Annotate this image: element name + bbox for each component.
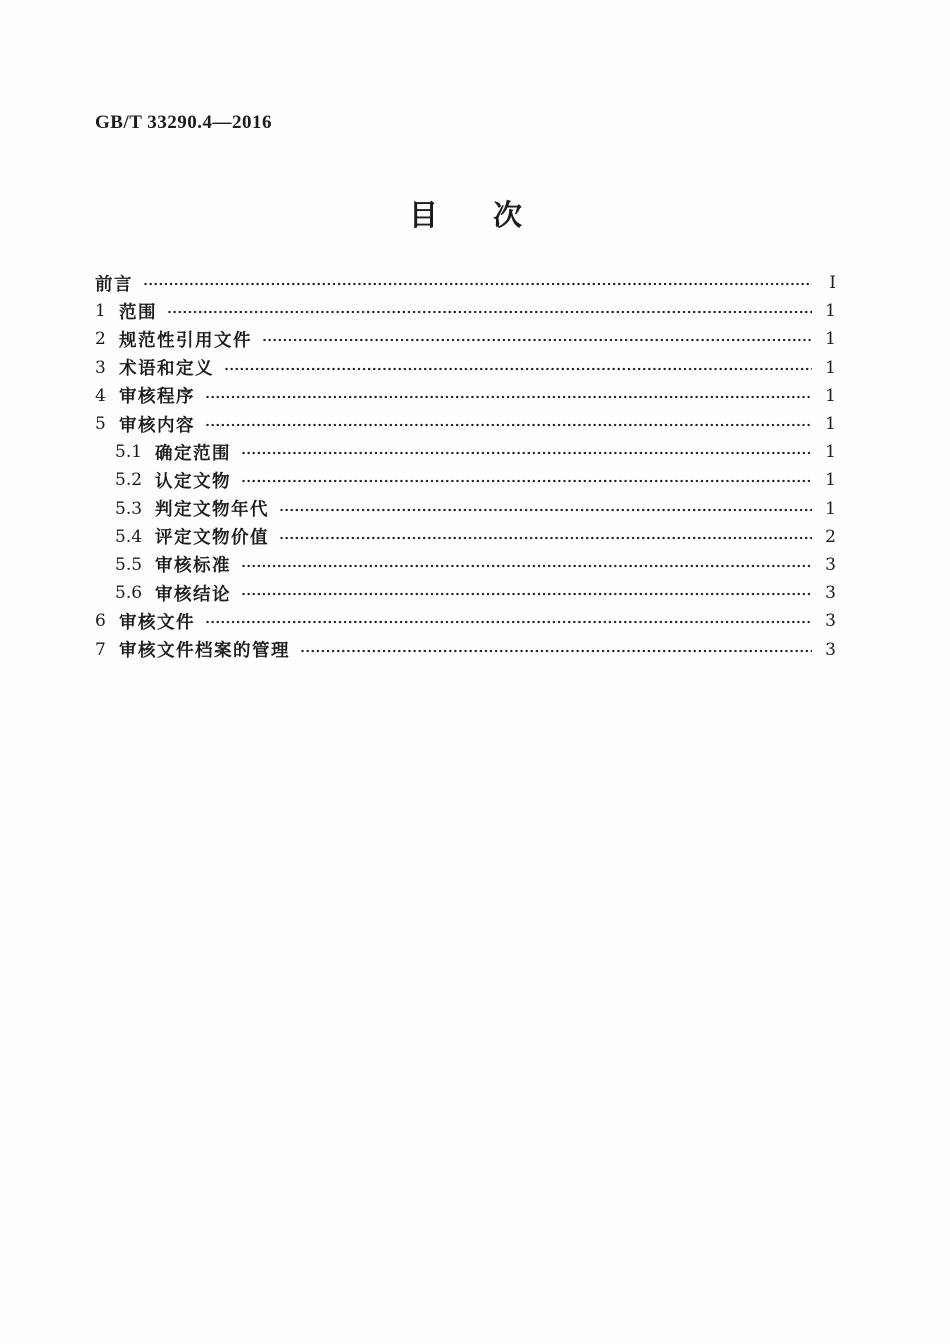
toc-entry-title: 评定文物价值	[155, 527, 270, 548]
toc-entry-number: 3	[95, 357, 106, 378]
toc-entry-number: 5.4	[115, 526, 143, 547]
toc-entry-title: 范围	[119, 301, 157, 322]
dot-leader	[205, 382, 812, 410]
toc-entry-number: 5.5	[115, 554, 143, 575]
toc-entry-page: 1	[825, 414, 836, 435]
toc-entry-number: 7	[95, 639, 106, 660]
toc-entry-title: 审核内容	[119, 414, 195, 435]
toc-entry-number: 5.3	[115, 498, 143, 519]
toc-entry-title: 审核程序	[119, 386, 195, 407]
toc-entry-page: 3	[825, 583, 836, 604]
toc-entry	[95, 495, 836, 523]
toc-entry-page: 2	[825, 526, 836, 547]
toc-entry-page: 1	[825, 301, 836, 322]
table-of-contents	[95, 269, 836, 664]
toc-entry-page: I	[829, 273, 836, 294]
toc-entry	[95, 354, 836, 382]
dot-leader	[279, 523, 812, 551]
toc-entry-page: 3	[825, 611, 836, 632]
dot-leader	[279, 495, 812, 523]
toc-entry-page: 1	[825, 498, 836, 519]
dot-leader	[241, 579, 812, 607]
dot-leader	[300, 635, 812, 663]
dot-leader	[143, 269, 812, 297]
toc-entry-page: 1	[825, 442, 836, 463]
toc-entry-number: 1	[95, 301, 106, 322]
toc-entry	[95, 523, 836, 551]
dot-leader	[167, 297, 812, 325]
toc-entry-title: 判定文物年代	[155, 499, 270, 520]
standard-number: GB/T 33290.4—2016	[95, 112, 273, 133]
toc-entry-number: 5.1	[115, 442, 143, 463]
toc-entry-number: 6	[95, 611, 106, 632]
toc-entry-page: 3	[825, 554, 836, 575]
toc-entry-number: 4	[95, 385, 106, 406]
toc-entry-page: 3	[825, 639, 836, 660]
toc-entry-title: 术语和定义	[119, 358, 214, 379]
toc-entry-title: 审核标准	[155, 555, 232, 576]
toc-entry-title: 审核文件档案的管理	[119, 640, 290, 661]
toc-entry	[95, 607, 836, 635]
toc-entry	[95, 297, 836, 325]
toc-entry	[95, 438, 836, 466]
toc-entry	[95, 269, 836, 297]
toc-entry	[95, 325, 836, 353]
toc-entry-title: 前言	[95, 273, 133, 294]
toc-entry-page: 1	[825, 470, 836, 491]
dot-leader	[224, 354, 812, 382]
toc-entry	[95, 551, 836, 579]
toc-entry-page: 1	[825, 357, 836, 378]
toc-entry-title: 确定范围	[155, 442, 232, 463]
toc-entry-title: 规范性引用文件	[119, 329, 252, 350]
toc-entry	[95, 382, 836, 410]
dot-leader	[205, 607, 812, 635]
toc-entry	[95, 410, 836, 438]
toc-entry-title: 审核文件	[119, 611, 195, 632]
toc-entry-page: 1	[825, 329, 836, 350]
page-title: 目 次	[408, 200, 535, 232]
toc-entry-title: 认定文物	[155, 470, 232, 491]
dot-leader	[241, 438, 812, 466]
toc-entry	[95, 635, 836, 663]
dot-leader	[205, 410, 812, 438]
toc-entry	[95, 579, 836, 607]
dot-leader	[262, 325, 812, 353]
dot-leader	[241, 466, 812, 494]
toc-entry-page: 1	[825, 385, 836, 406]
toc-entry-title: 审核结论	[155, 583, 232, 604]
toc-entry-number: 5	[95, 414, 106, 435]
toc-entry	[95, 466, 836, 494]
dot-leader	[241, 551, 812, 579]
toc-entry-number: 5.2	[115, 470, 143, 491]
toc-entry-number: 2	[95, 329, 106, 350]
toc-entry-number: 5.6	[115, 583, 143, 604]
